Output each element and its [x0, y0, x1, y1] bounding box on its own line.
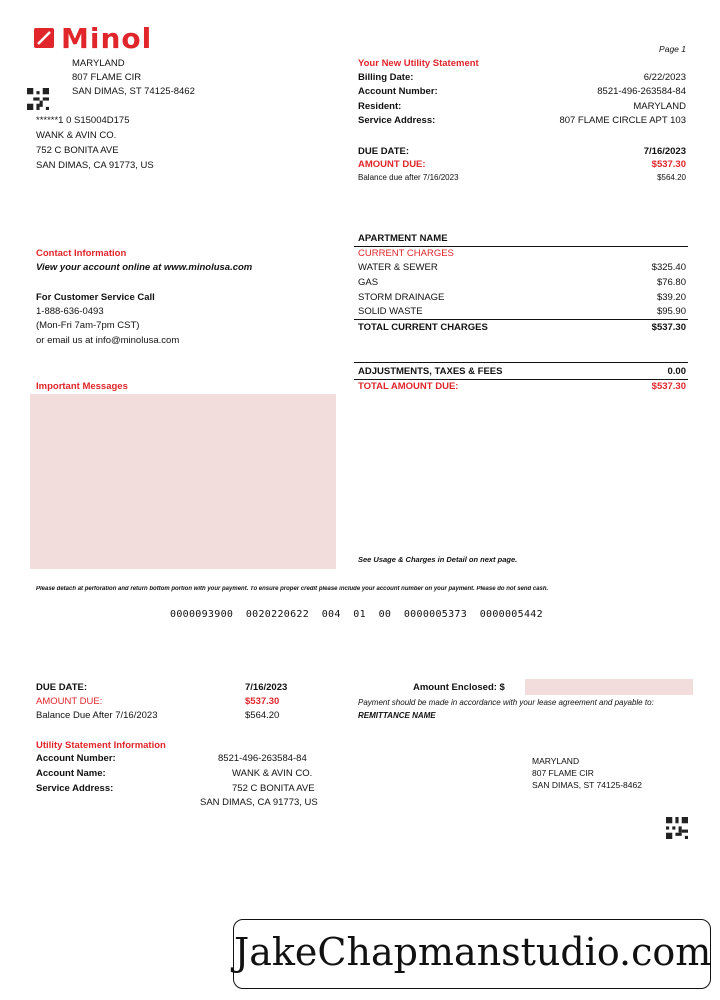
sender-line-3: SAN DIMAS, ST 74125-8462: [72, 86, 195, 97]
charge-label: WATER & SEWER: [358, 262, 438, 273]
charge-row-waste: [358, 306, 686, 318]
account-number-value: 8521-496-263584-84: [597, 86, 686, 97]
amount-due-label: AMOUNT DUE:: [358, 159, 426, 170]
remit-line-1: MARYLAND: [532, 756, 580, 766]
stub-service-address-label: Service Address:: [36, 783, 114, 794]
stub-info-heading: Utility Statement Information: [36, 740, 166, 751]
customer-service-email: or email us at info@minolusa.com: [36, 335, 180, 346]
payable-to: REMITTANCE NAME: [358, 711, 436, 720]
total-due-label: TOTAL AMOUNT DUE:: [358, 381, 459, 392]
resident-value: MARYLAND: [633, 101, 686, 112]
remit-line-2: 807 FLAME CIR: [532, 768, 594, 778]
payment-note: Payment should be made in accordance with your lease agreement and payable to:: [358, 698, 654, 707]
service-address-label: Service Address:: [358, 115, 436, 126]
resident-row: [358, 101, 686, 113]
recipient-line-1: WANK & AVIN CO.: [36, 130, 117, 141]
account-number-label: Account Number:: [358, 86, 438, 97]
service-address-row: [358, 115, 686, 127]
minol-logo: [33, 22, 213, 55]
charge-row-gas: [358, 277, 686, 289]
perforation-note: Please detach at perforation and return bottom portion with your payment. To ensure proper credit please include your account number on your payment. Please do not send cash.: [36, 586, 549, 592]
due-date-row: [358, 146, 686, 158]
stub-account-number-value: 8521-496-263584-84: [218, 753, 307, 764]
amount-due-value: $537.30: [651, 159, 686, 170]
stub-account-number-label: Account Number:: [36, 753, 116, 764]
balance-after-value: $564.20: [657, 173, 686, 182]
payment-note-block: [358, 696, 693, 722]
apartment-name: APARTMENT NAME: [358, 233, 448, 244]
total-current-value: $537.30: [651, 322, 686, 333]
stub-due-date-label: DUE DATE:: [36, 682, 88, 693]
due-date-label: DUE DATE:: [358, 146, 410, 157]
stub-amount-due-value: $537.30: [245, 696, 280, 707]
recipient-line-2: 752 C BONITA AVE: [36, 145, 119, 156]
amount-due-row: [358, 159, 686, 171]
logo-mark-icon: [33, 27, 55, 49]
adjustments-label: ADJUSTMENTS, TAXES & FEES: [358, 366, 503, 377]
amount-enclosed-input[interactable]: [525, 679, 693, 695]
charge-label: GAS: [358, 277, 379, 288]
stub-account-name-label: Account Name:: [36, 768, 106, 779]
page-label: Page 1: [659, 44, 686, 54]
qr-code-icon: [27, 88, 49, 110]
charge-amount: $76.80: [656, 277, 686, 288]
balance-after-label: Balance due after 7/16/2023: [358, 173, 459, 182]
adjustments-top-rule: [354, 362, 688, 363]
total-current-label: TOTAL CURRENT CHARGES: [358, 322, 488, 333]
messages-heading: Important Messages: [36, 381, 128, 392]
charge-amount: $95.90: [656, 306, 686, 317]
charge-row-storm: [358, 292, 686, 304]
amount-enclosed-label: Amount Enclosed: $: [413, 682, 505, 693]
barcode-number: 0000093900 0020220622 004 01 00 0000005373 0000005442: [170, 609, 543, 620]
resident-label: Resident:: [358, 101, 402, 112]
adjustments-value: 0.00: [667, 366, 686, 377]
stub-service-address-2: SAN DIMAS, CA 91773, US: [200, 797, 318, 808]
adjustments-row: [358, 366, 686, 378]
charge-label: SOLID WASTE: [358, 306, 423, 317]
messages-box: [30, 394, 336, 569]
current-charges-heading: CURRENT CHARGES: [358, 248, 454, 259]
watermark-text: JakeChapmanstudio.com: [234, 930, 712, 974]
total-due-value: $537.30: [651, 381, 686, 392]
charge-amount: $39.20: [656, 292, 686, 303]
charge-row-water: [358, 262, 686, 274]
stub-balance-after-value: $564.20: [245, 710, 280, 721]
stub-account-name-value: WANK & AVIN CO.: [232, 768, 313, 779]
recipient-line-3: SAN DIMAS, CA 91773, US: [36, 160, 154, 171]
customer-service-phone: 1-888-636-0493: [36, 306, 104, 317]
billing-date-row: [358, 72, 686, 84]
total-current-row: [358, 322, 686, 334]
charges-top-rule: [354, 246, 688, 247]
stub-service-address-1: 752 C BONITA AVE: [232, 783, 315, 794]
recipient-code: ******1 0 S15004D175: [36, 115, 130, 126]
contact-heading: Contact Information: [36, 248, 127, 259]
stub-balance-after-label: Balance Due After 7/16/2023: [36, 710, 158, 721]
adjustments-bottom-rule: [354, 379, 688, 380]
due-date-value: 7/16/2023: [643, 146, 686, 157]
billing-date-label: Billing Date:: [358, 72, 414, 83]
statement-heading: Your New Utility Statement: [358, 58, 479, 69]
customer-service-hours: (Mon-Fri 7am-7pm CST): [36, 320, 140, 331]
see-usage-note: See Usage & Charges in Detail on next page.: [358, 555, 518, 564]
charge-amount: $325.40: [651, 262, 686, 273]
total-due-row: [358, 381, 686, 393]
charge-label: STORM DRAINAGE: [358, 292, 445, 303]
contact-online: View your account online at www.minolusa.com: [36, 262, 253, 273]
account-number-row: [358, 86, 686, 98]
service-address-value: 807 FLAME CIRCLE APT 103: [559, 115, 686, 126]
qr-code-icon: [666, 817, 688, 839]
stub-amount-due-label: AMOUNT DUE:: [36, 696, 103, 707]
sender-line-1: MARYLAND: [72, 58, 125, 69]
brand-name: Minol: [61, 22, 153, 55]
balance-after-row: [358, 173, 686, 185]
sender-line-2: 807 FLAME CIR: [72, 72, 142, 83]
total-rule: [354, 319, 688, 320]
customer-service-heading: For Customer Service Call: [36, 292, 155, 303]
watermark-box: [233, 919, 711, 989]
remit-line-3: SAN DIMAS, ST 74125-8462: [532, 780, 642, 790]
stub-due-date-value: 7/16/2023: [245, 682, 288, 693]
billing-date-value: 6/22/2023: [643, 72, 686, 83]
